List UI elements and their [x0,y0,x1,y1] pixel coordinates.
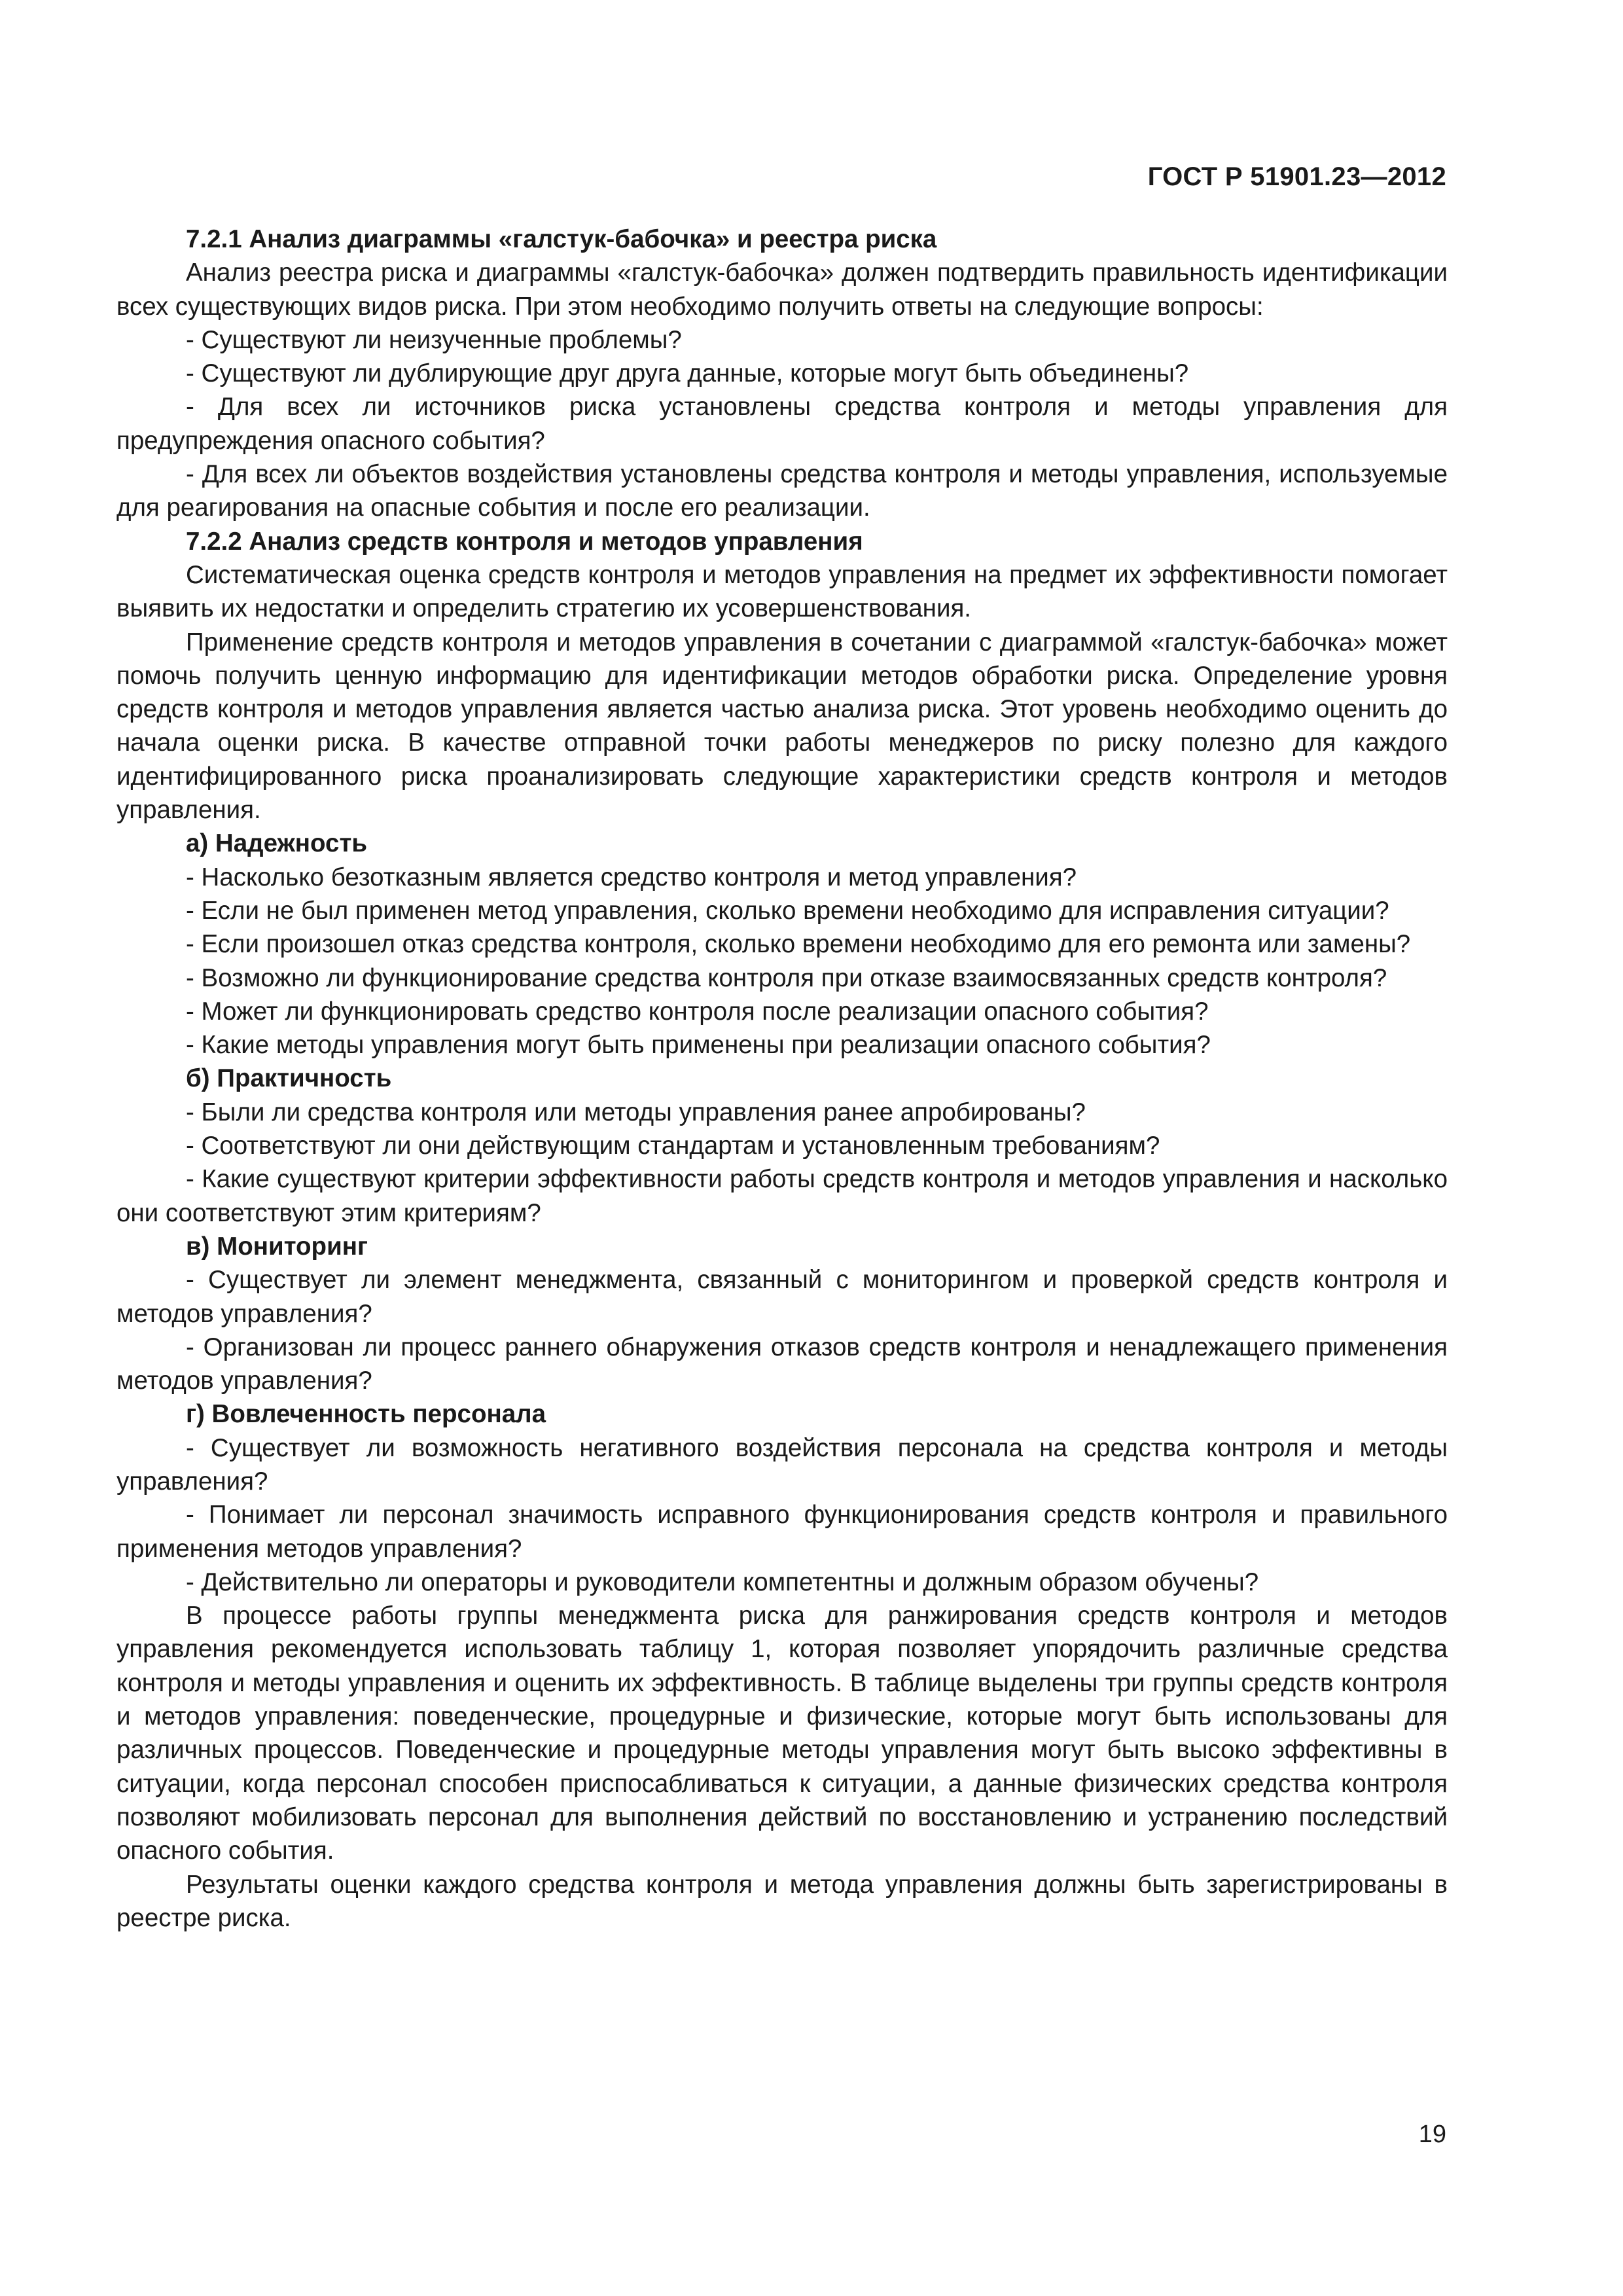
list-item: - Существует ли возможность негативного воздействия персонала на средства контроля и методы управления? [116,1433,1448,1496]
subheading-reliability: а) Надежность [186,829,367,858]
page-number: 19 [1418,2121,1446,2148]
paragraph: Систематическая оценка средств контроля и методов управления на предмет их эффективности помогает выявить их недостатки и определить стратегию их усовершенствования. [116,560,1448,623]
list-item: - Соответствуют ли они действующим стандартам и установленным требованиям? [186,1132,1160,1160]
list-item: - Если не был применен метод управления, сколько времени необходимо для исправления ситуации? [186,896,1389,925]
list-item: - Может ли функционировать средство контроля после реализации опасного события? [186,997,1209,1026]
list-item: - Понимает ли персонал значимость исправного функционирования средств контроля и правильного применения методов управления? [116,1501,1448,1563]
list-item: - Существуют ли дублирующие друг друга данные, которые могут быть объединены? [186,359,1189,388]
paragraph: Анализ реестра риска и диаграммы «галстук-бабочка» должен подтвердить правильность идентификации всех существующих видов риска. При этом необходимо получить ответы на следующие вопросы: [116,259,1448,321]
list-item: - Для всех ли источников риска установлены средства контроля и методы управления для предупреждения опасного события? [116,393,1448,455]
list-item: - Действительно ли операторы и руководители компетентны и должным образом обучены? [186,1568,1259,1596]
document-standard-header: ГОСТ Р 51901.23—2012 [1147,162,1446,191]
list-item: - Существует ли элемент менеджмента, связанный с мониторингом и проверкой средств контроля и методов управления? [116,1266,1448,1328]
list-item: - Какие существуют критерии эффективности работы средств контроля и методов управления и насколько они соответствуют этим критериям? [116,1165,1448,1227]
paragraph: Результаты оценки каждого средства контроля и метода управления должны быть зарегистрированы в реестре риска. [116,1870,1448,1932]
list-item: - Какие методы управления могут быть применены при реализации опасного события? [186,1031,1211,1060]
section-heading-7-2-2: 7.2.2 Анализ средств контроля и методов управления [186,527,863,556]
subheading-monitoring: в) Мониторинг [186,1232,368,1261]
subheading-practicality: б) Практичность [186,1064,392,1093]
list-item: - Существуют ли неизученные проблемы? [186,325,682,354]
list-item: - Для всех ли объектов воздействия установлены средства контроля и методы управления, используемые для реагирования на опасные события и после его реализации. [116,460,1448,522]
list-item: - Насколько безотказным является средство контроля и метод управления? [186,863,1077,891]
paragraph: В процессе работы группы менеджмента риска для ранжирования средств контроля и методов управления рекомендуется использовать таблицу 1, которая позволяет упорядочить различные средства контроля и методы управления и оценить их эффективность. В таблице выделены три группы средств контроля и методов управления: поведенческие, процедурные и физические, которые могут быть использованы для различных процессов. Поведенческие и процедурные методы управления могут быть высоко эффективны в ситуации, когда персонал способен приспосабливаться к ситуации, а данные физических средства контроля позволяют мобилизовать персонал для выполнения действий по восстановлению и устранению последствий опасного события. [116,1602,1448,1865]
page-body [116,223,1448,1935]
list-item: - Если произошел отказ средства контроля, сколько времени необходимо для его ремонта или замены? [186,930,1411,959]
list-item: - Были ли средства контроля или методы управления ранее апробированы? [186,1098,1086,1126]
paragraph: Применение средств контроля и методов управления в сочетании с диаграммой «галстук-бабочка» может помочь получить ценную информацию для идентификации методов обработки риска. Определение уровня средств контроля и методов управления является частью анализа риска. Этот уровень необходимо оценить до начала оценки риска. В качестве отправной точки работы менеджеров по риску полезно для каждого идентифицированного риска проанализировать следующие характеристики средств контроля и методов управления. [116,628,1448,825]
section-heading-7-2-1: 7.2.1 Анализ диаграммы «галстук-бабочка» и реестра риска [186,225,937,253]
subheading-personnel-involvement: г) Вовлеченность персонала [186,1400,546,1429]
list-item: - Организован ли процесс раннего обнаружения отказов средств контроля и ненадлежащего применения методов управления? [116,1333,1448,1395]
list-item: - Возможно ли функционирование средства контроля при отказе взаимосвязанных средств контроля? [186,963,1387,992]
